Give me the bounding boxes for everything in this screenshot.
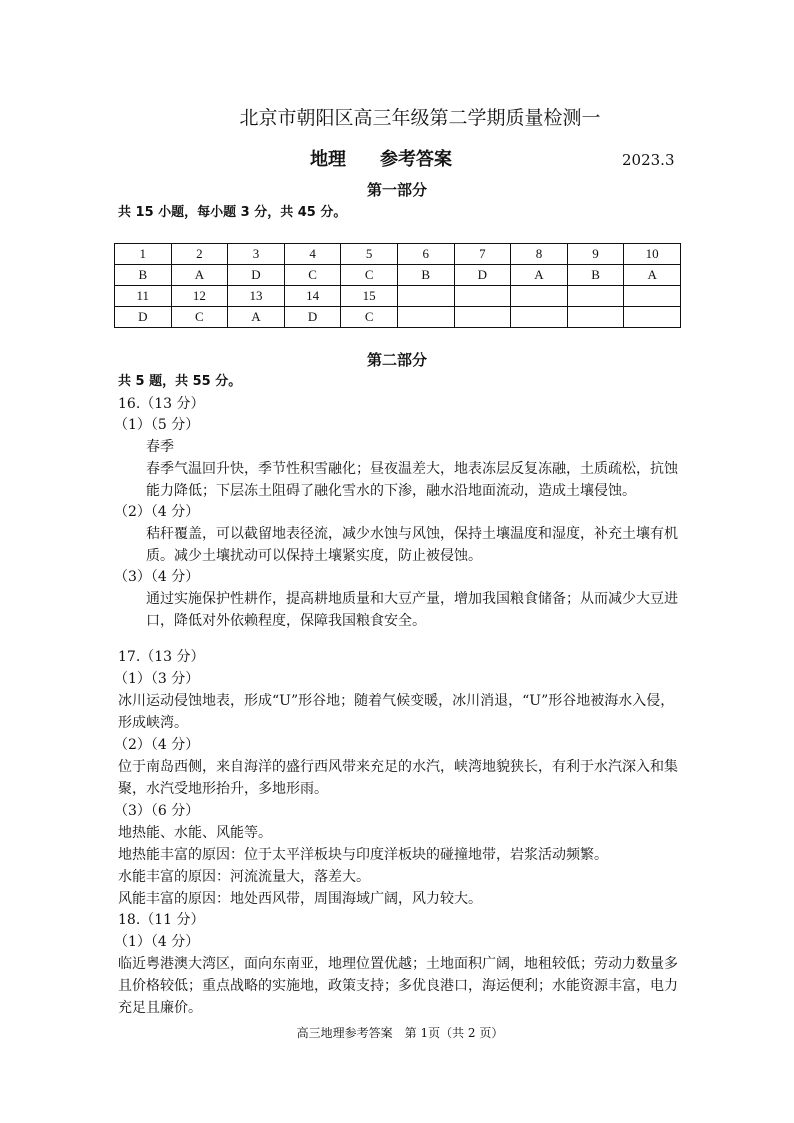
- q18-answer: 充足且廉价。: [118, 1000, 202, 1016]
- question-number-cell: 12: [171, 286, 228, 307]
- answer-cell: [511, 307, 568, 328]
- part1-intro: 共 15 小题，每小题 3 分，共 45 分。: [118, 205, 347, 220]
- question-number-cell: [567, 286, 624, 307]
- subtitle: [310, 149, 486, 171]
- subject: 地理: [310, 149, 346, 170]
- page-footer: 高三地理参考答案 第 1页（共 2 页）: [296, 1026, 504, 1040]
- q18-part1: （1）（4 分）: [114, 934, 200, 950]
- part2-heading: 第二部分: [366, 351, 427, 369]
- question-number-cell: 6: [397, 244, 454, 265]
- question-number-cell: 7: [454, 244, 511, 265]
- q18-answer: 且价格较低；重点战略的实施地，政策支持；多优良港口，海运便利；水能资源丰富，电力: [118, 978, 678, 994]
- answer-cell: B: [567, 265, 624, 286]
- q16-heading: 16.（13 分）: [118, 396, 205, 412]
- q17-heading: 17.（13 分）: [118, 649, 205, 665]
- answer-row: [115, 307, 681, 328]
- answer-cell: [397, 307, 454, 328]
- q16-answer: 春季气温回升快，季节性积雪融化；昼夜温差大，地表冻层反复冻融，土质疏松，抗蚀: [146, 461, 678, 477]
- answer-cell: A: [624, 265, 681, 286]
- question-number-cell: 15: [341, 286, 398, 307]
- question-number-row: [115, 244, 681, 265]
- question-number-cell: 2: [171, 244, 228, 265]
- q16-answer: 春季: [146, 439, 174, 455]
- question-number-cell: 9: [567, 244, 624, 265]
- question-number-cell: 14: [284, 286, 341, 307]
- q18-answer: 临近粤港澳大湾区，面向东南亚，地理位置优越；土地面积广阔，地租较低；劳动力数量多: [118, 956, 678, 972]
- answer-key-label: 参考答案: [380, 149, 452, 170]
- q17-answer: 地热能、水能、风能等。: [118, 825, 272, 841]
- q16-answer: 口，降低对外依赖程度，保障我国粮食安全。: [146, 613, 426, 629]
- question-number-cell: 3: [228, 244, 285, 265]
- question-number-cell: [624, 286, 681, 307]
- q17-answer: 聚，水汽受地形抬升，多地形雨。: [118, 781, 328, 797]
- q16-answer: 秸秆覆盖，可以截留地表径流，减少水蚀与风蚀，保持土壤温度和湿度，补充土壤有机: [146, 526, 678, 542]
- part2-intro: 共 5 题，共 55 分。: [118, 374, 242, 389]
- document-title: 北京市朝阳区高三年级第二学期质量检测一: [239, 107, 601, 129]
- answer-cell: D: [115, 307, 172, 328]
- question-number-cell: 8: [511, 244, 568, 265]
- answer-cell: C: [341, 265, 398, 286]
- q16-answer: 通过实施保护性耕作，提高耕地质量和大豆产量，增加我国粮食储备；从而减少大豆进: [146, 591, 678, 607]
- answer-cell: B: [115, 265, 172, 286]
- question-number-cell: 1: [115, 244, 172, 265]
- question-number-cell: 5: [341, 244, 398, 265]
- answer-cell: D: [228, 265, 285, 286]
- q17-answer: 地热能丰富的原因：位于太平洋板块与印度洋板块的碰撞地带，岩浆活动频繁。: [118, 847, 608, 863]
- answer-cell: A: [511, 265, 568, 286]
- answer-cell: C: [284, 265, 341, 286]
- question-number-cell: 13: [228, 286, 285, 307]
- question-number-cell: 11: [115, 286, 172, 307]
- answer-cell: [624, 307, 681, 328]
- question-number-cell: 10: [624, 244, 681, 265]
- question-number-cell: [511, 286, 568, 307]
- q16-answer: 能力降低；下层冻土阻碍了融化雪水的下渗，融水沿地面流动，造成土壤侵蚀。: [146, 483, 636, 499]
- q16-part2: （2）（4 分）: [114, 504, 200, 520]
- answer-cell: [567, 307, 624, 328]
- q18-heading: 18.（11 分）: [118, 912, 205, 928]
- q17-answer: 风能丰富的原因：地处西风带，周围海域广阔，风力较大。: [118, 891, 482, 907]
- answer-cell: [454, 307, 511, 328]
- exam-date: 2023.3: [622, 151, 675, 169]
- answer-row: [115, 265, 681, 286]
- question-number-cell: 4: [284, 244, 341, 265]
- answer-cell: D: [454, 265, 511, 286]
- q17-answer: 水能丰富的原因：河流流量大，落差大。: [118, 869, 370, 885]
- q17-answer: 形成峡湾。: [118, 715, 188, 731]
- q17-part2: （2）（4 分）: [114, 737, 200, 753]
- question-number-row: [115, 286, 681, 307]
- q17-answer: 位于南岛西侧，来自海洋的盛行西风带来充足的水汽，峡湾地貌狭长，有利于水汽深入和集: [118, 759, 678, 775]
- q16-part3: （3）（4 分）: [114, 569, 200, 585]
- answer-table: [114, 243, 681, 328]
- q16-part1: （1）（5 分）: [114, 417, 200, 433]
- part1-heading: 第一部分: [366, 181, 427, 199]
- q17-part1: （1）（3 分）: [114, 671, 200, 687]
- q16-answer: 质。减少土壤扰动可以保持土壤紧实度，防止被侵蚀。: [146, 548, 482, 564]
- answer-cell: A: [228, 307, 285, 328]
- question-number-cell: [454, 286, 511, 307]
- answer-cell: D: [284, 307, 341, 328]
- answer-cell: C: [171, 307, 228, 328]
- answer-cell: B: [397, 265, 454, 286]
- answer-cell: C: [341, 307, 398, 328]
- question-number-cell: [397, 286, 454, 307]
- q17-answer: 冰川运动侵蚀地表，形成“U”形谷地；随着气候变暖，冰川消退，“U”形谷地被海水入侵，: [118, 693, 675, 709]
- answer-cell: A: [171, 265, 228, 286]
- q17-part3: （3）（6 分）: [114, 803, 200, 819]
